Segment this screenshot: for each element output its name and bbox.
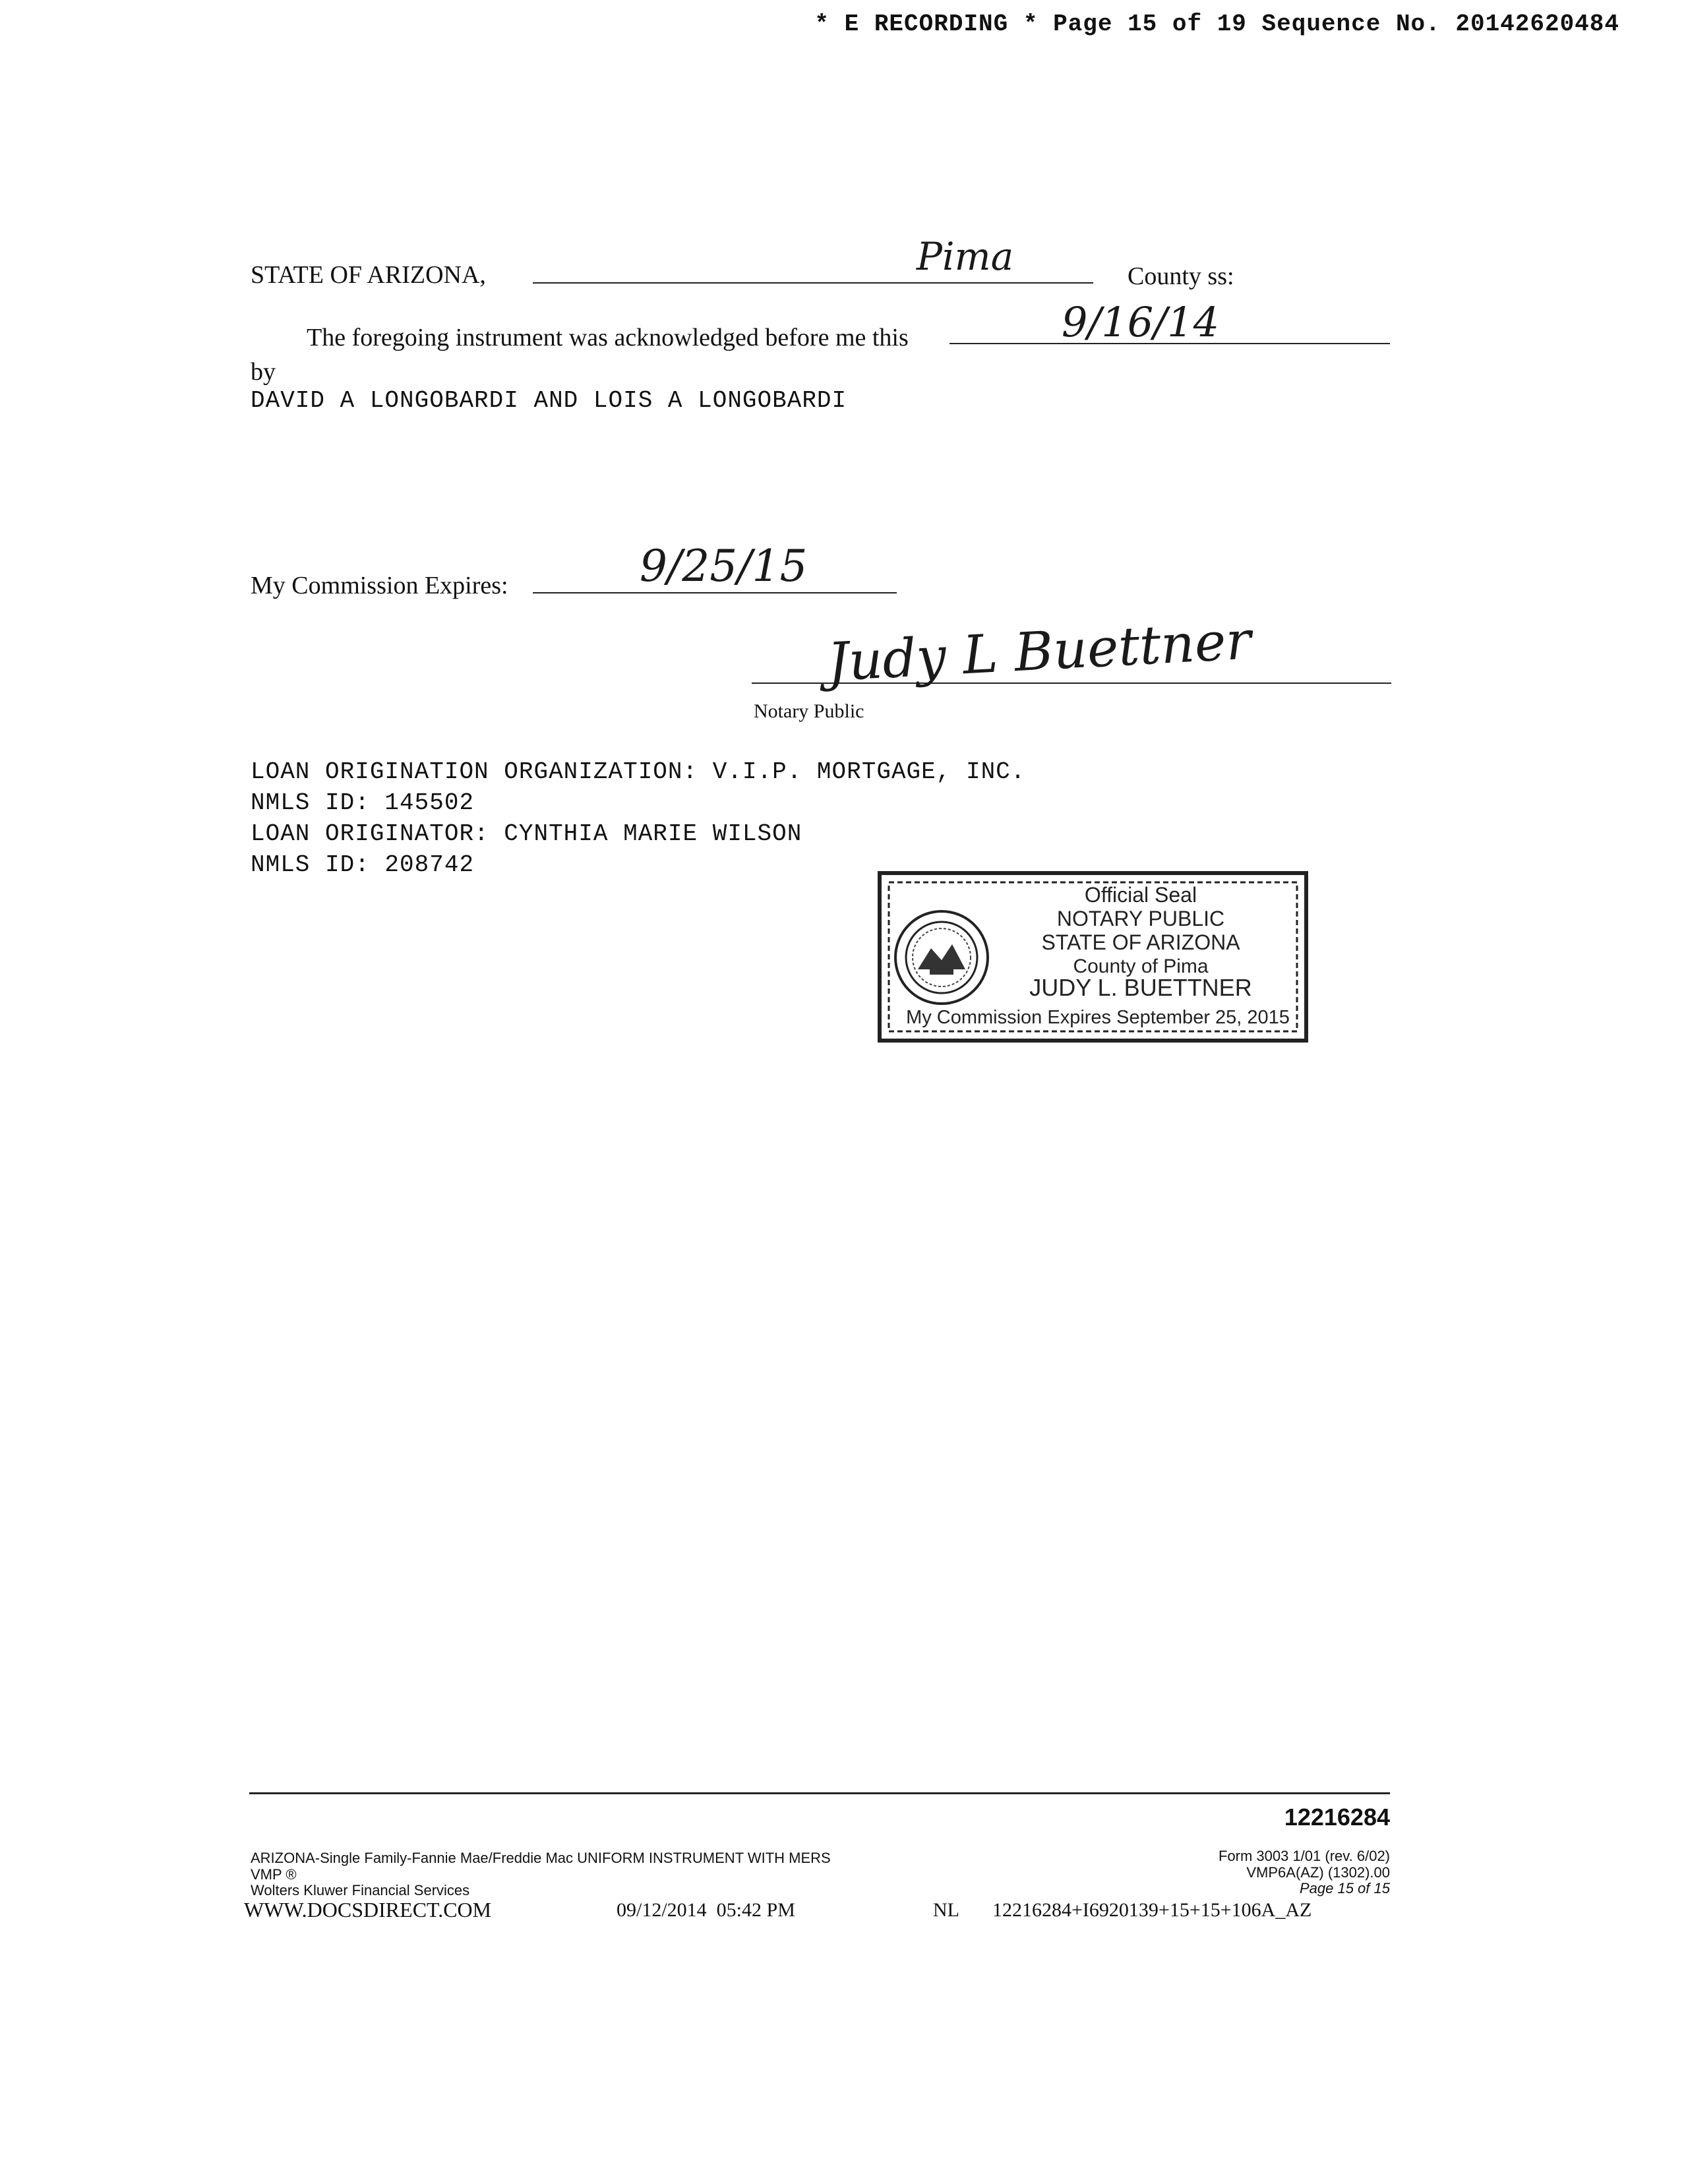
commission-label: My Commission Expires: bbox=[251, 572, 508, 599]
seal-line-4: County of Pima bbox=[1073, 956, 1209, 977]
footer-vmp: VMP ® bbox=[251, 1866, 297, 1883]
seal-line-1: Official Seal bbox=[1084, 883, 1197, 907]
county-label: County ss: bbox=[1128, 262, 1234, 290]
loan-originator-line: LOAN ORIGINATOR: CYNTHIA MARIE WILSON bbox=[251, 820, 802, 847]
notary-public-label: Notary Public bbox=[754, 700, 864, 722]
footer-timestamp: 09/12/2014 05:42 PM bbox=[617, 1899, 795, 1921]
arizona-state-seal-icon bbox=[895, 911, 988, 1004]
footer-form-number: Form 3003 1/01 (rev. 6/02) bbox=[1218, 1848, 1390, 1864]
footer-vmp-code: VMP6A(AZ) (1302).00 bbox=[1246, 1864, 1390, 1881]
loan-org-line: LOAN ORIGINATION ORGANIZATION: V.I.P. MORTGAGE, INC. bbox=[251, 758, 1026, 785]
notary-signature: Judy L Buettner bbox=[826, 609, 1253, 693]
loan-org-nmls: NMLS ID: 145502 bbox=[251, 789, 475, 816]
footer-form-title: ARIZONA-Single Family-Fannie Mae/Freddie Mac UNIFORM INSTRUMENT WITH MERS bbox=[251, 1850, 831, 1866]
footer-doc-number: 12216284 bbox=[1284, 1804, 1390, 1831]
footer-initials: NL bbox=[933, 1899, 959, 1921]
seal-line-2: NOTARY PUBLIC bbox=[1056, 907, 1225, 930]
recording-header: * E RECORDING * Page 15 of 19 Sequence No. 20142620484 bbox=[814, 11, 1619, 38]
foregoing-text: The foregoing instrument was acknowledged before me this bbox=[307, 324, 909, 351]
seal-line-5: JUDY L. BUETTNER bbox=[1029, 974, 1252, 1001]
seal-line-6: My Commission Expires September 25, 2015 bbox=[906, 1007, 1290, 1028]
county-handwritten: Pima bbox=[917, 234, 1014, 279]
footer-website: WWW.DOCSDIRECT.COM bbox=[244, 1898, 492, 1922]
footer-publisher: Wolters Kluwer Financial Services bbox=[251, 1882, 470, 1898]
notary-seal-stamp bbox=[877, 870, 1309, 1043]
footer-tracking: 12216284+I6920139+15+15+106A_AZ bbox=[992, 1899, 1312, 1921]
signers-names: DAVID A LONGOBARDI AND LOIS A LONGOBARDI bbox=[251, 387, 847, 414]
commission-blank-line bbox=[533, 592, 897, 593]
by-label: by bbox=[251, 358, 276, 386]
loan-originator-nmls: NMLS ID: 208742 bbox=[251, 851, 475, 878]
footer-rule bbox=[249, 1792, 1390, 1794]
county-blank-line bbox=[533, 282, 1093, 284]
seal-line-3: STATE OF ARIZONA bbox=[1041, 930, 1240, 954]
state-label: STATE OF ARIZONA, bbox=[251, 261, 486, 289]
acknowledgment-date-handwritten: 9/16/14 bbox=[1062, 298, 1220, 346]
commission-date-handwritten: 9/25/15 bbox=[640, 541, 808, 592]
footer-page-of: Page 15 of 15 bbox=[1299, 1880, 1390, 1896]
